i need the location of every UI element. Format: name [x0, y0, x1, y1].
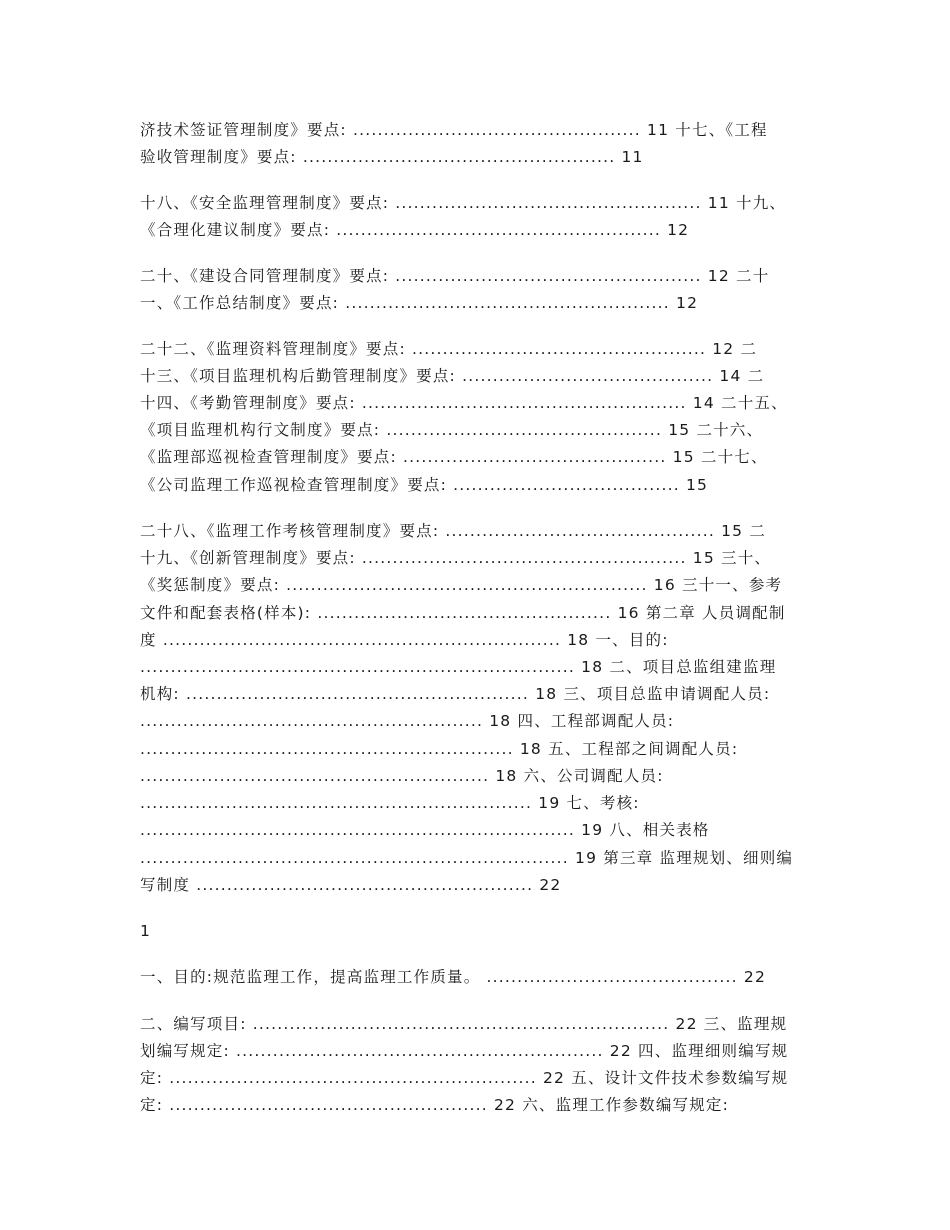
toc-line: ...................................................................... 19 第三章 监理规划、细则编	[140, 849, 794, 867]
toc-line: 二十八、《监理工作考核管理制度》要点: ............................................ 15 二	[140, 522, 767, 540]
toc-line: 一、目的:规范监理工作，提高监理工作质量。 ......................................... 22	[140, 968, 767, 986]
toc-line: 二、编写项目: .................................................................... 22 三、监理规	[140, 1015, 788, 1033]
page-number: 1	[140, 922, 152, 940]
toc-line: ......................................................... 18 六、公司调配人员:	[140, 767, 664, 785]
toc-line: 《奖惩制度》要点: ........................................................... 16 三十一、参考	[140, 576, 783, 594]
toc-line: 文件和配套表格(样本): ................................................ 16 第二章 人员调配制	[140, 604, 786, 622]
toc-line: 定: ............................................................ 22 五、设计文件技术参数编写规	[140, 1069, 789, 1087]
toc-line: ....................................................................... 19 八、相关表格	[140, 821, 710, 839]
toc-line: 一、《工作总结制度》要点: ..................................................... 12	[140, 294, 699, 312]
toc-line: 度 ................................................................. 18 一、目的:	[140, 631, 669, 649]
toc-line: 《项目监理机构行文制度》要点: ............................................. 15 二十六、	[140, 421, 764, 439]
toc-line: ............................................................. 18 五、工程部之间调配人员:	[140, 740, 739, 758]
toc-line: 十八、《安全监理管理制度》要点: .................................................. 11 十九、	[140, 194, 787, 212]
toc-line: 十九、《创新管理制度》要点: ..................................................... 15 三十、	[140, 549, 772, 567]
toc-line: 定: .................................................... 22 六、监理工作参数编写规定:	[140, 1096, 730, 1114]
toc-line: 机构: ........................................................ 18 三、项目总监申请调配人员:	[140, 685, 771, 703]
toc-line: 划编写规定: ............................................................ 22 四、监理细则编写规	[140, 1042, 789, 1060]
toc-line: 十四、《考勤管理制度》要点: ..................................................... 14 二十五、	[140, 394, 788, 412]
toc-line: 十三、《项目监理机构后勤管理制度》要点: ......................................... 14 二	[140, 367, 765, 385]
toc-line: ................................................................ 19 七、考核:	[140, 794, 640, 812]
toc-line: 写制度 ....................................................... 22	[140, 876, 562, 894]
toc-line: ........................................................ 18 四、工程部调配人员:	[140, 712, 675, 730]
toc-line: 《公司监理工作巡视检查管理制度》要点: ..................................... 15	[140, 476, 709, 494]
toc-line: ....................................................................... 18 二、项目总监组建监理	[140, 658, 777, 676]
toc-line: 济技术签证管理制度》要点: ............................................... 11 十七、《工程	[140, 121, 768, 139]
toc-line: 验收管理制度》要点: ................................................... 11	[140, 148, 644, 166]
toc-line: 《监理部巡视检查管理制度》要点: ........................................... 15 二十七、	[140, 448, 768, 466]
toc-line: 二十二、《监理资料管理制度》要点: ................................................ 12 二	[140, 340, 758, 358]
toc-line: 二十、《建设合同管理制度》要点: .................................................. 12 二十	[140, 267, 770, 285]
toc-line: 《合理化建议制度》要点: ..................................................... 12	[140, 221, 690, 239]
